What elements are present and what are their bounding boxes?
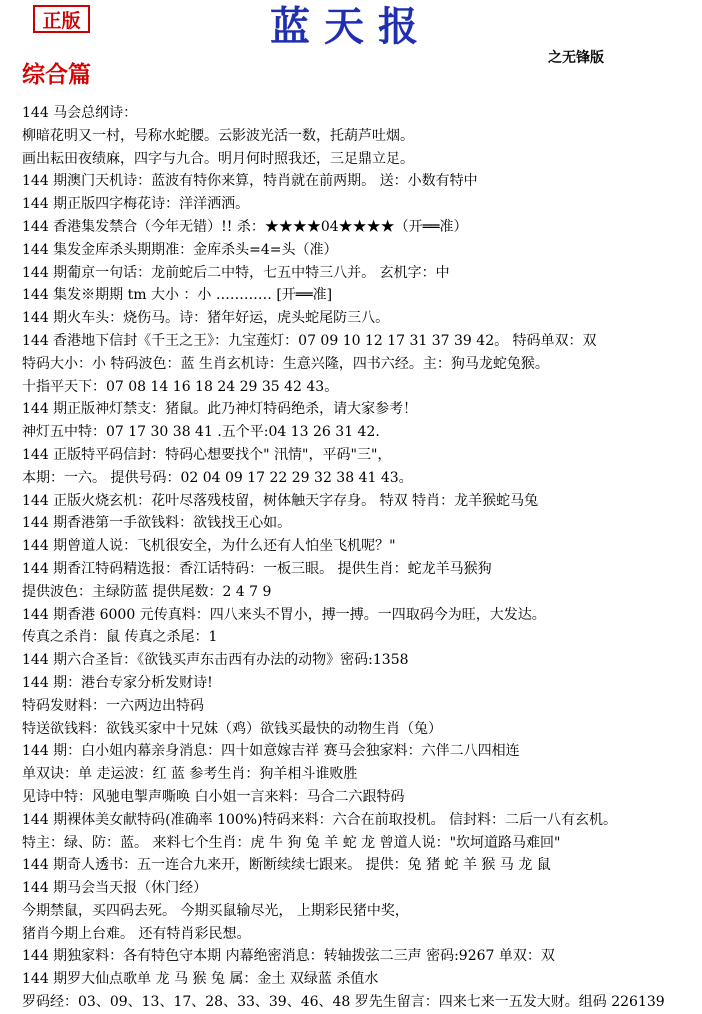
text-line: 144 期正版神灯禁支：猪鼠。此乃神灯特码绝杀，请大家参考！ [22, 401, 418, 418]
text-line: 144 期香江特码精选报：香江话特码：一板三眼。 提供生肖：蛇龙羊马猴狗 [22, 560, 492, 577]
text-line: 144 期马会当天报（休门经） [22, 880, 208, 897]
text-line: 十指平天下：07 08 14 16 18 24 29 35 42 43。 [22, 378, 339, 395]
text-line: 144 期独家料：各有特色守本期 内幕绝密消息：转轴拨弦二三声 密码:9267 单双：双 [22, 948, 555, 965]
text-line: 144 期罗大仙点歌单 龙 马 猴 兔 属：金土 双绿蓝 杀值水 [22, 971, 379, 988]
text-line: 144 期曾道人说：飞机很安全，为什么还有人怕坐飞机呢？" [22, 538, 396, 555]
newspaper-title: 蓝天报 [270, 3, 432, 50]
text-line: 提供波色：主绿防蓝 提供尾数：2 4 7 9 [22, 583, 272, 600]
text-line: 144 集发金库杀头期期准：金库杀头=4=头（准） [22, 241, 338, 258]
text-line: 144 期香港第一手欲钱料：欲钱找王心如。 [22, 515, 292, 532]
text-line: 144 马会总纲诗： [22, 105, 138, 121]
text-line: 见诗中特：风驰电掣声嘶唤 白小姐一言来料：马合二六跟特码 [22, 788, 405, 805]
article-body [22, 102, 694, 1014]
text-line: 特码发财料：一六两边出特码 [22, 697, 204, 714]
text-line: 144 香港集发禁合（今年无错）!! 杀：★★★★04★★★★（开══准） [22, 218, 468, 235]
text-line: 144 期裸体美女献特码(准确率 100%)特码来料：六合在前取投机。 信封料：二后一八有玄机。 [22, 811, 618, 828]
text-line: 神灯五中特：07 17 30 38 41 .五个平:04 13 26 31 42. [22, 424, 380, 441]
text-line: 本期：一六。 提供号码：02 04 09 17 22 29 32 38 41 43。 [22, 469, 413, 486]
text-line: 今期禁鼠，买四码去死。 今期买鼠输尽光， 上期彩民猪中奖， [22, 902, 409, 919]
text-line: 144 正版特平码信封：特码心想要找个" 汛情"，平码"三"， [22, 446, 392, 463]
text-line: 144 期正版四字梅花诗：洋洋洒洒。 [22, 196, 250, 213]
genuine-badge: 正版 [33, 5, 90, 33]
text-line: 罗码经：03、09、13、17、28、33、39、46、48 罗先生留言：四来七来一五发大财。组码 226139 [22, 994, 665, 1011]
text-line: 144 香港地下信封《千王之王》：九宝莲灯：07 09 10 12 17 31 37 39 42。 特码单双：双 [22, 332, 597, 349]
text-line: 特送欲钱料：欲钱买家中十兄妹（鸡）欲钱买最快的动物生肖（兔） [22, 720, 442, 737]
text-line: 柳暗花明又一村，号称水蛇腰。云影波光活一数，托葫芦吐烟。 [22, 127, 414, 144]
text-line: 144 期葡京一句话：龙前蛇后二中特，七五中特三八并。 玄机字：中 [22, 264, 450, 281]
text-line: 144 期：港台专家分析发财诗! [22, 674, 213, 691]
text-line: 144 期香港 6000 元传真料：四八来头不胃小，搏一搏。一四取码今为旺，大发达。 [22, 606, 546, 623]
text-line: 144 期澳门天机诗：蓝波有特你来算，特肖就在前两期。 送：小数有特中 [22, 173, 478, 190]
text-line: 144 期奇人透书：五一连合九来开，断断续续七跟来。 提供：兔 猪 蛇 羊 猴 马 龙 鼠 [22, 857, 551, 874]
text-line: 特码大小：小 特码波色：蓝 生肖玄机诗：生意兴隆，四书六经。主：狗马龙蛇兔猴。 [22, 355, 549, 372]
text-line: 特主：绿、防：蓝。 来料七个生肖：虎 牛 狗 兔 羊 蛇 龙 曾道人说："坎坷道路马难回" [22, 834, 561, 851]
edition-label: 之无锋版 [548, 50, 604, 66]
text-line: 猪肖今期上台难。 还有特肖彩民想。 [22, 925, 251, 942]
text-line: 画出耘田夜绩麻，四字与九合。明月何时照我还，三足鼎立足。 [22, 150, 414, 167]
section-heading: 综合篇 [22, 61, 91, 88]
text-line: 144 正版火烧玄机：花叶尽落残枝留，树体触天字存身。 特双 特肖：龙羊猴蛇马兔 [22, 492, 539, 509]
text-line: 144 期六合圣旨：《欲钱买声东击西有办法的动物》密码:1358 [22, 652, 409, 669]
text-line: 传真之杀肖：鼠 传真之杀尾：1 [22, 629, 218, 646]
text-line: 单双诀：单 走运波：红 蓝 参考生肖：狗羊相斗谁败胜 [22, 766, 358, 783]
text-line: 144 期：白小姐内幕亲身消息：四十如意嫁吉祥 赛马会独家料：六伴二八四相连 [22, 743, 520, 760]
text-line: 144 集发※期期 tm 大小 ：小 ………… [开══准] [22, 287, 333, 304]
text-line: 144 期火车头：烧伤马。诗：猪年好运，虎头蛇尾防三八。 [22, 310, 390, 327]
